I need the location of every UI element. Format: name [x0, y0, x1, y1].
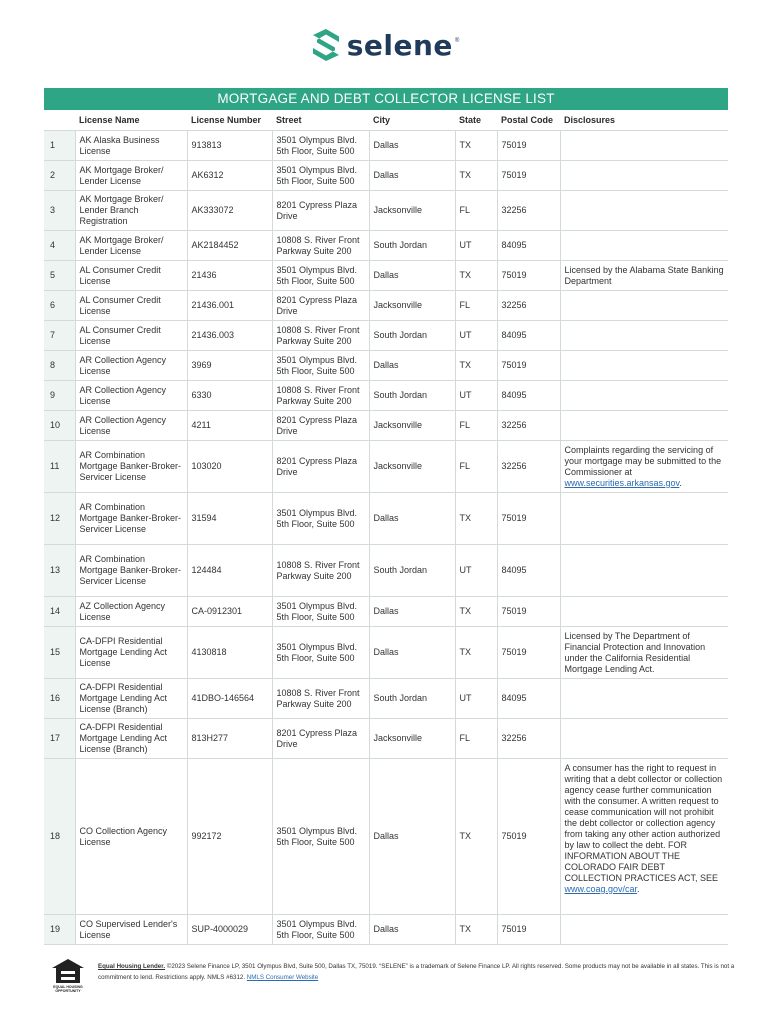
postal-code-cell: 75019 — [497, 493, 560, 545]
col-header-postal-code: Postal Code — [497, 110, 560, 131]
row-number: 4 — [44, 231, 75, 261]
street-cell: 3501 Olympus Blvd. 5th Floor, Suite 500 — [272, 161, 369, 191]
street-cell: 3501 Olympus Blvd. 5th Floor, Suite 500 — [272, 627, 369, 679]
table-row — [44, 597, 728, 627]
nmls-consumer-website-link[interactable]: NMLS Consumer Website — [246, 973, 319, 981]
disclosure-cell — [560, 261, 728, 291]
license-number-cell: 4130818 — [187, 627, 272, 679]
city-cell: South Jordan — [369, 321, 455, 351]
table-row — [44, 627, 728, 679]
state-cell: FL — [455, 719, 497, 759]
license-number-cell: 21436 — [187, 261, 272, 291]
col-header-disclosures: Disclosures — [560, 110, 728, 131]
license-name-cell: AK Mortgage Broker/ Lender License — [75, 231, 187, 261]
license-name-cell: AL Consumer Credit License — [75, 261, 187, 291]
state-cell: FL — [455, 191, 497, 231]
license-name-cell: AR Combination Mortgage Banker-Broker-Servicer License — [75, 441, 187, 493]
col-header-license-name: License Name — [75, 110, 187, 131]
state-cell: TX — [455, 759, 497, 915]
state-cell: TX — [455, 351, 497, 381]
street-cell: 10808 S. River Front Parkway Suite 200 — [272, 321, 369, 351]
disclosure-text-end: . — [637, 884, 640, 894]
trademark-mark: ® — [454, 38, 460, 44]
license-table — [44, 110, 728, 945]
table-row — [44, 161, 728, 191]
postal-code-cell: 75019 — [497, 597, 560, 627]
disclosure-cell — [560, 351, 728, 381]
disclosure-cell — [560, 321, 728, 351]
disclosure-cell — [560, 131, 728, 161]
postal-code-cell: 32256 — [497, 291, 560, 321]
disclosure-cell — [560, 679, 728, 719]
license-number-cell: 21436.003 — [187, 321, 272, 351]
col-header-street: Street — [272, 110, 369, 131]
license-name-cell: CO Supervised Lender's License — [75, 915, 187, 945]
row-number: 13 — [44, 545, 75, 597]
license-name-cell: AR Collection Agency License — [75, 381, 187, 411]
license-name-cell: AL Consumer Credit License — [75, 321, 187, 351]
street-cell: 8201 Cypress Plaza Drive — [272, 719, 369, 759]
street-cell: 3501 Olympus Blvd. 5th Floor, Suite 500 — [272, 759, 369, 915]
license-name-cell: AL Consumer Credit License — [75, 291, 187, 321]
license-number-cell: 124484 — [187, 545, 272, 597]
street-cell: 3501 Olympus Blvd. 5th Floor, Suite 500 — [272, 261, 369, 291]
row-number: 3 — [44, 191, 75, 231]
postal-code-cell: 75019 — [497, 161, 560, 191]
license-table-section — [44, 88, 728, 945]
row-number: 15 — [44, 627, 75, 679]
city-cell: Dallas — [369, 161, 455, 191]
brand-logo — [0, 28, 770, 62]
state-cell: FL — [455, 441, 497, 493]
row-number: 19 — [44, 915, 75, 945]
table-row — [44, 719, 728, 759]
disclosure-cell — [560, 191, 728, 231]
table-row — [44, 131, 728, 161]
postal-code-cell: 75019 — [497, 351, 560, 381]
city-cell: Dallas — [369, 627, 455, 679]
license-name-cell: CA-DFPI Residential Mortgage Lending Act License (Branch) — [75, 719, 187, 759]
city-cell: Jacksonville — [369, 191, 455, 231]
postal-code-cell: 84095 — [497, 381, 560, 411]
table-row — [44, 411, 728, 441]
license-name-cell: AK Mortgage Broker/ Lender Branch Registration — [75, 191, 187, 231]
license-number-cell: AK2184452 — [187, 231, 272, 261]
state-cell: TX — [455, 261, 497, 291]
postal-code-cell: 32256 — [497, 191, 560, 231]
row-number: 6 — [44, 291, 75, 321]
license-number-cell: AK333072 — [187, 191, 272, 231]
city-cell: South Jordan — [369, 545, 455, 597]
street-cell: 3501 Olympus Blvd. 5th Floor, Suite 500 — [272, 351, 369, 381]
street-cell: 10808 S. River Front Parkway Suite 200 — [272, 381, 369, 411]
street-cell: 8201 Cypress Plaza Drive — [272, 191, 369, 231]
disclosure-cell — [560, 161, 728, 191]
postal-code-cell: 84095 — [497, 321, 560, 351]
state-cell: FL — [455, 291, 497, 321]
disclosure-cell — [560, 545, 728, 597]
table-row — [44, 915, 728, 945]
state-cell: TX — [455, 493, 497, 545]
row-number: 14 — [44, 597, 75, 627]
disclosure-text: Complaints regarding the servicing of your mortgage may be submitted to the Commissioner at — [564, 445, 722, 477]
disclosure-link[interactable]: www.coag.gov/car — [564, 884, 638, 894]
city-cell: Jacksonville — [369, 441, 455, 493]
city-cell: Dallas — [369, 915, 455, 945]
license-number-cell: 21436.001 — [187, 291, 272, 321]
state-cell: FL — [455, 411, 497, 441]
city-cell: South Jordan — [369, 231, 455, 261]
license-name-cell: AZ Collection Agency License — [75, 597, 187, 627]
city-cell: Jacksonville — [369, 719, 455, 759]
row-number: 9 — [44, 381, 75, 411]
disclosure-link[interactable]: www.securities.arkansas.gov — [564, 478, 680, 488]
street-cell: 8201 Cypress Plaza Drive — [272, 411, 369, 441]
license-name-cell: CA-DFPI Residential Mortgage Lending Act License — [75, 627, 187, 679]
state-cell: TX — [455, 915, 497, 945]
disclosure-cell — [560, 381, 728, 411]
equal-housing-lender-link[interactable]: Equal Housing Lender. — [98, 963, 166, 970]
street-cell: 3501 Olympus Blvd. 5th Floor, Suite 500 — [272, 597, 369, 627]
street-cell: 3501 Olympus Blvd. 5th Floor, Suite 500 — [272, 915, 369, 945]
state-cell: TX — [455, 131, 497, 161]
postal-code-cell: 75019 — [497, 627, 560, 679]
postal-code-cell: 84095 — [497, 231, 560, 261]
table-row — [44, 261, 728, 291]
city-cell: Dallas — [369, 131, 455, 161]
row-number: 17 — [44, 719, 75, 759]
row-number: 5 — [44, 261, 75, 291]
row-number: 10 — [44, 411, 75, 441]
city-cell: Dallas — [369, 759, 455, 915]
city-cell: Jacksonville — [369, 411, 455, 441]
disclosure-cell — [560, 915, 728, 945]
selene-logo-icon — [311, 28, 341, 62]
license-name-cell: AK Mortgage Broker/ Lender License — [75, 161, 187, 191]
state-cell: TX — [455, 597, 497, 627]
disclosure-cell — [560, 759, 728, 915]
state-cell: UT — [455, 381, 497, 411]
license-number-cell: 41DBO-146564 — [187, 679, 272, 719]
license-number-cell: 6330 — [187, 381, 272, 411]
license-number-cell: 103020 — [187, 441, 272, 493]
street-cell: 10808 S. River Front Parkway Suite 200 — [272, 231, 369, 261]
street-cell: 8201 Cypress Plaza Drive — [272, 291, 369, 321]
row-number: 7 — [44, 321, 75, 351]
table-row — [44, 381, 728, 411]
row-number: 18 — [44, 759, 75, 915]
disclosure-text: Licensed by The Department of Financial Protection and Innovation under the California Residential Mortgage Lending Act. — [564, 631, 706, 674]
license-number-cell: 3969 — [187, 351, 272, 381]
table-row — [44, 291, 728, 321]
table-body — [44, 131, 728, 945]
city-cell: South Jordan — [369, 679, 455, 719]
disclosure-cell — [560, 493, 728, 545]
row-number: 16 — [44, 679, 75, 719]
disclosure-cell — [560, 597, 728, 627]
row-number: 1 — [44, 131, 75, 161]
disclosure-cell — [560, 231, 728, 261]
license-name-cell: AR Combination Mortgage Banker-Broker-Servicer License — [75, 545, 187, 597]
table-row — [44, 493, 728, 545]
license-number-cell: 992172 — [187, 759, 272, 915]
city-cell: Dallas — [369, 597, 455, 627]
footer — [48, 958, 738, 993]
table-title: MORTGAGE AND DEBT COLLECTOR LICENSE LIST — [44, 88, 728, 110]
license-number-cell: AK6312 — [187, 161, 272, 191]
table-row — [44, 679, 728, 719]
license-name-cell: AR Combination Mortgage Banker-Broker-Servicer License — [75, 493, 187, 545]
footer-disclaimer-text: ©2023 Selene Finance LP, 3501 Olympus Blvd, Suite 500, Dallas TX, 75019. “SELENE” is a trademark of Selene Finance LP. All rights reserved. Some products may not be available in all states. This is not a commitment to lend. Restrictions apply. NMLS #6312. — [98, 963, 735, 981]
license-name-cell: CA-DFPI Residential Mortgage Lending Act License (Branch) — [75, 679, 187, 719]
disclosure-text-end: . — [679, 478, 682, 488]
license-name-cell: AK Alaska Business License — [75, 131, 187, 161]
row-number: 2 — [44, 161, 75, 191]
postal-code-cell: 84095 — [497, 545, 560, 597]
table-header-row — [44, 110, 728, 131]
equal-housing-label: EQUAL HOUSING OPPORTUNITY — [53, 985, 83, 993]
street-cell: 10808 S. River Front Parkway Suite 200 — [272, 545, 369, 597]
postal-code-cell: 32256 — [497, 441, 560, 493]
city-cell: Dallas — [369, 351, 455, 381]
table-row — [44, 545, 728, 597]
disclosure-cell — [560, 291, 728, 321]
postal-code-cell: 32256 — [497, 411, 560, 441]
table-row — [44, 191, 728, 231]
disclosure-text: Licensed by the Alabama State Banking Department — [564, 265, 724, 286]
license-name-cell: AR Collection Agency License — [75, 351, 187, 381]
disclosure-cell — [560, 441, 728, 493]
table-row — [44, 321, 728, 351]
state-cell: TX — [455, 627, 497, 679]
city-cell: Dallas — [369, 261, 455, 291]
license-number-cell: 913813 — [187, 131, 272, 161]
equal-housing-house-icon — [51, 958, 85, 984]
license-number-cell: 31594 — [187, 493, 272, 545]
license-number-cell: SUP-4000029 — [187, 915, 272, 945]
street-cell: 3501 Olympus Blvd. 5th Floor, Suite 500 — [272, 131, 369, 161]
col-header-number — [44, 110, 75, 131]
postal-code-cell: 84095 — [497, 679, 560, 719]
col-header-license-number: License Number — [187, 110, 272, 131]
state-cell: TX — [455, 161, 497, 191]
disclosure-cell — [560, 719, 728, 759]
postal-code-cell: 75019 — [497, 261, 560, 291]
disclosure-text: A consumer has the right to request in writing that a debt collector or collection agency cease further communication with the consumer. A written request to cease communication will not prohibit the debt collector or collection agency from taking any other action authorized by law to collect the debt. FOR INFORMATION ABOUT THE COLORADO FAIR DEBT COLLECTION PRACTICES ACT, SEE — [564, 763, 723, 883]
city-cell: South Jordan — [369, 381, 455, 411]
license-number-cell: 4211 — [187, 411, 272, 441]
license-number-cell: 813H277 — [187, 719, 272, 759]
row-number: 8 — [44, 351, 75, 381]
row-number: 12 — [44, 493, 75, 545]
disclosure-cell — [560, 411, 728, 441]
street-cell: 10808 S. River Front Parkway Suite 200 — [272, 679, 369, 719]
street-cell: 8201 Cypress Plaza Drive — [272, 441, 369, 493]
brand-name: selene — [346, 28, 453, 62]
street-cell: 3501 Olympus Blvd. 5th Floor, Suite 500 — [272, 493, 369, 545]
license-name-cell: CO Collection Agency License — [75, 759, 187, 915]
table-row — [44, 441, 728, 493]
disclosure-cell — [560, 627, 728, 679]
city-cell: Dallas — [369, 493, 455, 545]
footer-disclaimer — [98, 962, 738, 983]
license-number-cell: CA-0912301 — [187, 597, 272, 627]
table-row — [44, 351, 728, 381]
postal-code-cell: 75019 — [497, 759, 560, 915]
equal-housing-logo — [48, 958, 88, 993]
state-cell: UT — [455, 321, 497, 351]
table-row — [44, 231, 728, 261]
state-cell: UT — [455, 231, 497, 261]
col-header-state: State — [455, 110, 497, 131]
postal-code-cell: 75019 — [497, 915, 560, 945]
row-number: 11 — [44, 441, 75, 493]
table-row — [44, 759, 728, 915]
postal-code-cell: 75019 — [497, 131, 560, 161]
state-cell: UT — [455, 545, 497, 597]
col-header-city: City — [369, 110, 455, 131]
city-cell: Jacksonville — [369, 291, 455, 321]
postal-code-cell: 32256 — [497, 719, 560, 759]
state-cell: UT — [455, 679, 497, 719]
license-name-cell: AR Collection Agency License — [75, 411, 187, 441]
